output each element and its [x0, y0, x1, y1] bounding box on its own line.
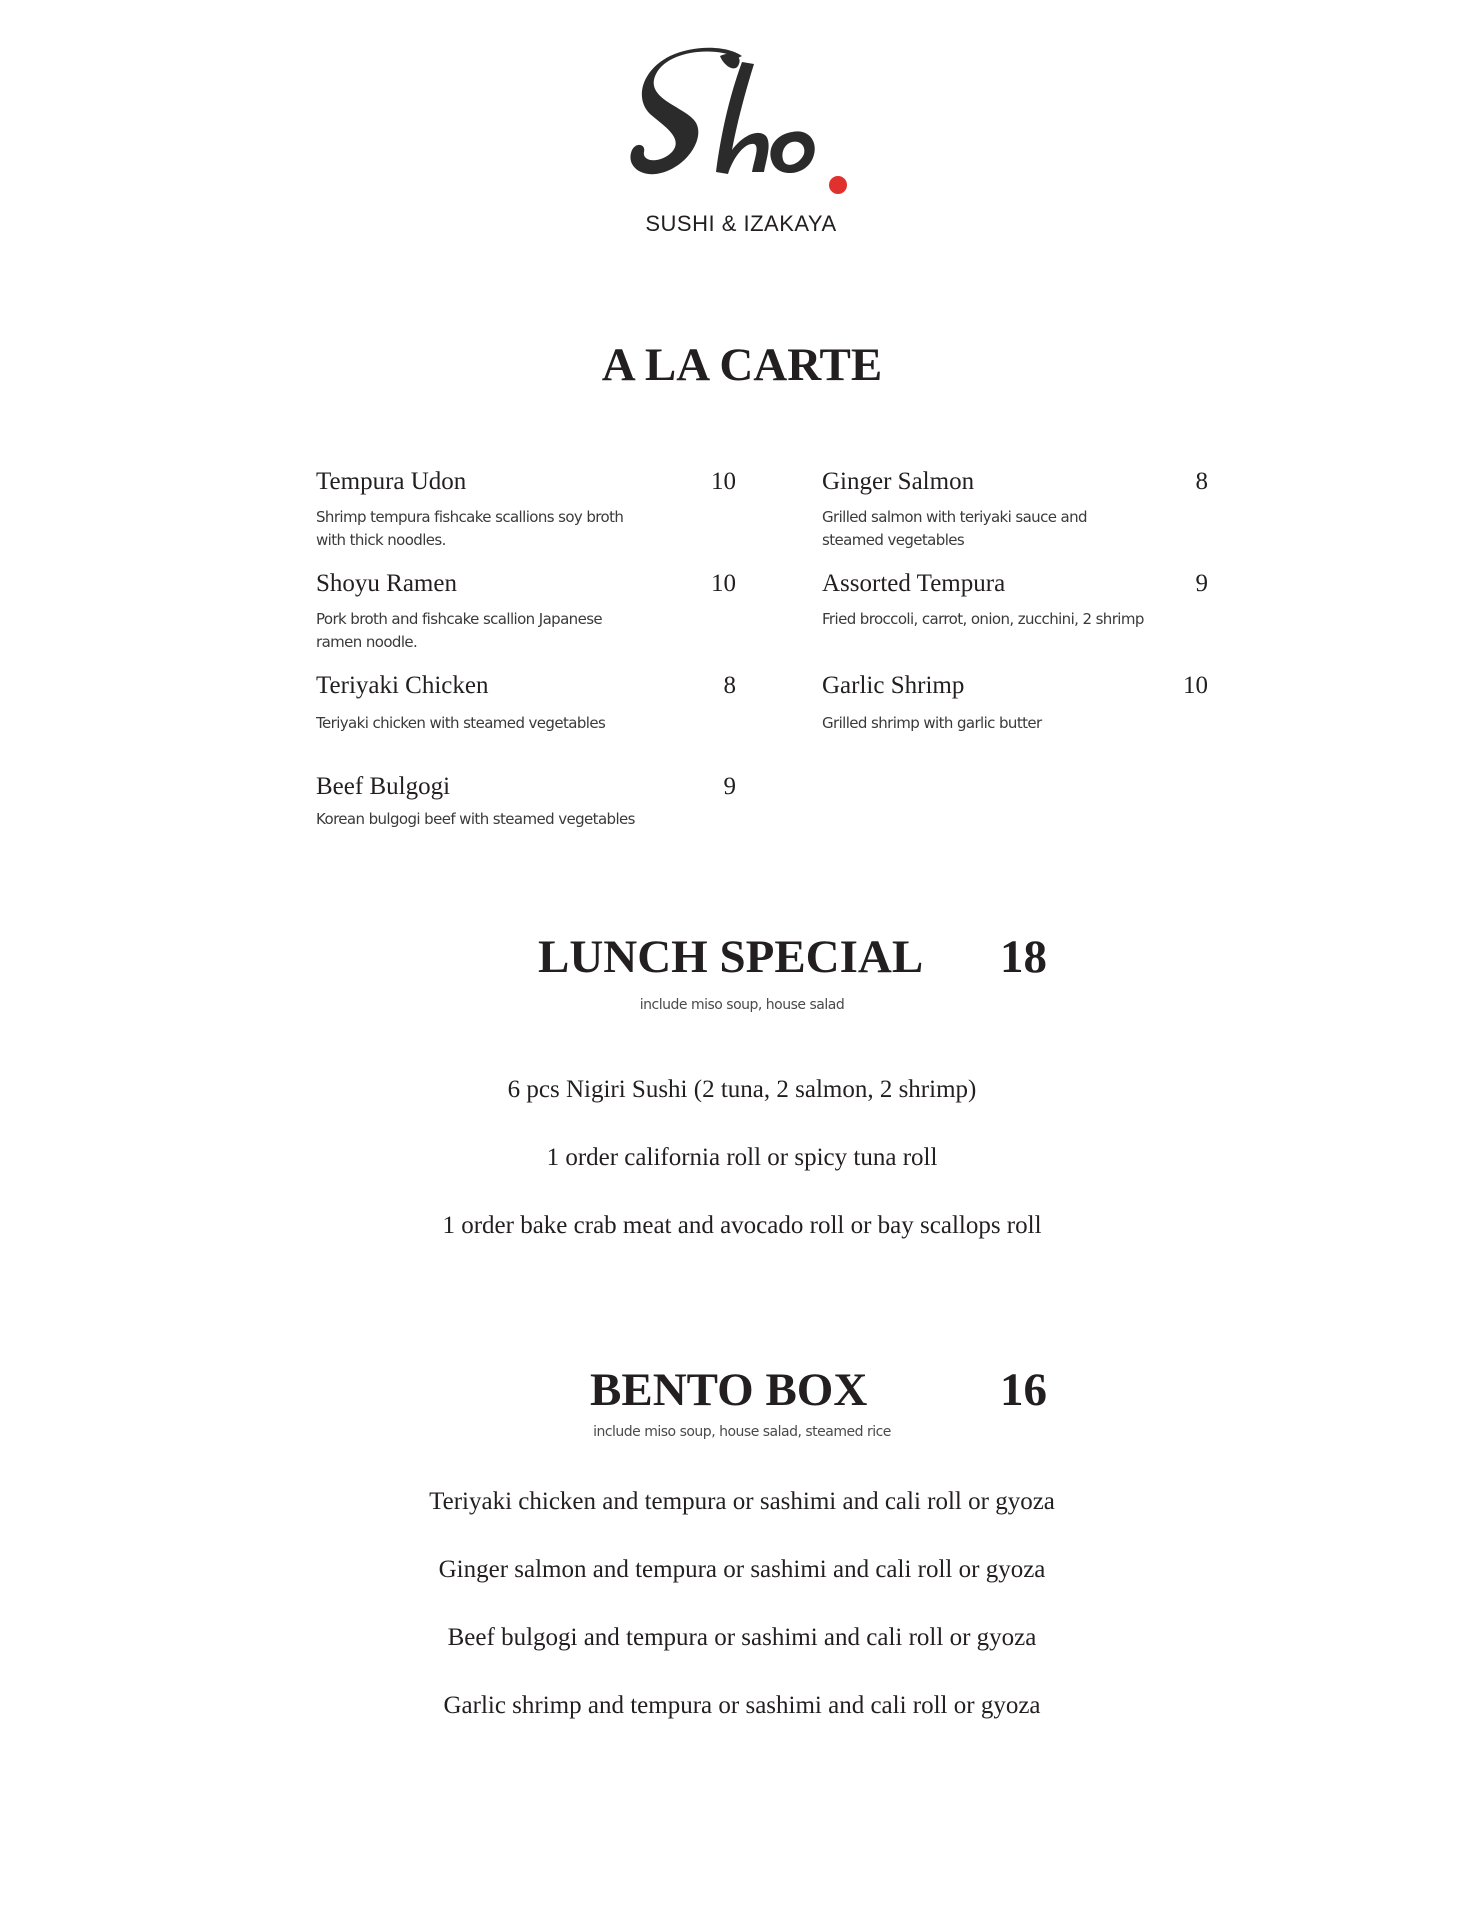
sho-logo-mark: [620, 40, 860, 210]
lunch-special-note: include miso soup, house salad: [639, 997, 845, 1013]
item-name: Garlic Shrimp: [822, 672, 965, 699]
menu-item: [316, 468, 736, 548]
lunch-special-item: 1 order california roll or spicy tuna roll: [546, 1144, 938, 1171]
logo-dot: [829, 176, 847, 194]
lunch-special-item: 1 order bake crab meat and avocado roll or bay scallops roll: [442, 1212, 1042, 1239]
bento-box-item: Beef bulgogi and tempura or sashimi and cali roll or gyoza: [447, 1624, 1037, 1651]
a-la-carte-title: A LA CARTE: [601, 339, 883, 391]
item-description: Pork broth and fishcake scallion Japanese ramen noodle.: [316, 610, 603, 651]
item-price: 8: [1195, 468, 1208, 495]
item-name: Teriyaki Chicken: [316, 672, 489, 699]
item-price: 9: [723, 773, 736, 800]
menu-item: [822, 672, 1208, 732]
menu-item: [822, 570, 1208, 630]
menu-item: [316, 570, 736, 650]
lunch-special-header: [0, 930, 1484, 990]
bento-box-price: 16: [1000, 1364, 1047, 1416]
menu-item: [316, 672, 736, 732]
lunch-special-item: 6 pcs Nigiri Sushi (2 tuna, 2 salmon, 2 shrimp): [507, 1076, 977, 1103]
lunch-special-title: LUNCH SPECIAL: [538, 931, 924, 983]
item-description: Grilled shrimp with garlic butter: [822, 714, 1042, 732]
item-price: 9: [1195, 570, 1208, 597]
menu-item: [316, 773, 736, 833]
item-description: Shrimp tempura fishcake scallions soy broth with thick noodles.: [316, 508, 624, 549]
bento-box-note: include miso soup, house salad, steamed rice: [593, 1424, 891, 1440]
item-name: Assorted Tempura: [822, 570, 1006, 597]
item-price: 8: [723, 672, 736, 699]
menu-item: [822, 468, 1208, 548]
item-name: Shoyu Ramen: [316, 570, 457, 597]
lunch-special-price: 18: [1000, 931, 1047, 983]
brand-logo: [0, 40, 1484, 240]
brand-subtitle: SUSHI & IZAKAYA: [645, 211, 837, 236]
item-price: 10: [711, 570, 736, 597]
bento-box-item: Ginger salmon and tempura or sashimi and cali roll or gyoza: [438, 1556, 1046, 1583]
bento-box-item: Garlic shrimp and tempura or sashimi and cali roll or gyoza: [443, 1692, 1041, 1719]
item-price: 10: [1183, 672, 1208, 699]
item-name: Beef Bulgogi: [316, 773, 451, 800]
bento-box-title: BENTO BOX: [590, 1364, 868, 1416]
bento-box-header: [0, 1363, 1484, 1423]
item-description: Korean bulgogi beef with steamed vegetables: [316, 810, 635, 828]
item-name: Tempura Udon: [316, 468, 467, 495]
item-description: Fried broccoli, carrot, onion, zucchini, 2 shrimp: [822, 610, 1144, 628]
item-description: Grilled salmon with teriyaki sauce and steamed vegetables: [822, 508, 1087, 549]
bento-box-item: Teriyaki chicken and tempura or sashimi and cali roll or gyoza: [429, 1488, 1055, 1515]
item-price: 10: [711, 468, 736, 495]
item-name: Ginger Salmon: [822, 468, 975, 495]
item-description: Teriyaki chicken with steamed vegetables: [316, 714, 606, 732]
